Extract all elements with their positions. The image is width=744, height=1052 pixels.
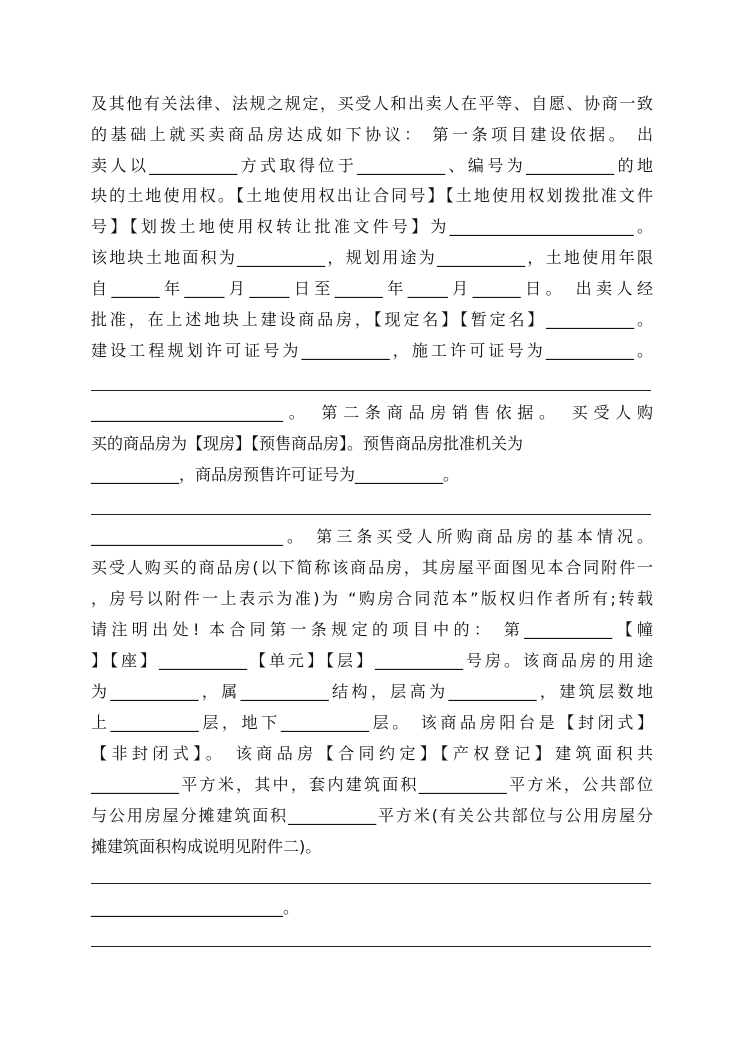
text-line: ___________，商品房预售许可证号为___________。 <box>91 465 460 484</box>
text-line: 请注明出处! 本合同第一条规定的项目中的： 第___________【幢 <box>91 620 653 639</box>
blank-fill-line <box>91 514 651 515</box>
text-line: 买受人购买的商品房(以下简称该商品房，其房屋平面图见本合同附件一 <box>91 558 653 577</box>
text-line: ，房号以附件一上表示为准)为 “购房合同范本”版权归作者所有;转载 <box>91 589 653 608</box>
blank-fill-line <box>91 946 651 947</box>
text-line: 上___________层，地下___________层。 该商品房阳台是【封闭式】 <box>91 713 653 732</box>
text-line: 买的商品房为【现房】【预售商品房】。预售商品房批准机关为 <box>91 434 524 453</box>
text-line: ________________________。 <box>91 898 300 917</box>
blank-fill-line <box>91 883 651 884</box>
text-line: 为___________，属___________结构，层高为___________，建筑层数地 <box>91 682 653 701</box>
text-line: 及其他有关法律、法规之规定，买受人和出卖人在平等、自愿、协商一致 <box>91 94 653 113</box>
text-line: 批准，在上述地块上建设商品房，【现定名】【暂定名】___________。 <box>91 310 653 329</box>
text-line: ________________________。 第三条买受人所购商品房的基本情况。 <box>91 527 653 546</box>
text-line: 自______年_____月_____日至______年_____月______日。 出卖人经 <box>91 279 653 298</box>
text-line: 号】【划拨土地使用权转让批准文件号】为_______________________。 <box>91 217 653 236</box>
text-line: 的基础上就买卖商品房达成如下协议： 第一条项目建设依据。 出 <box>91 125 653 144</box>
blank-fill-line <box>91 390 651 391</box>
text-line: ___________平方米，其中，套内建筑面积___________平方米，公共部位 <box>91 775 653 794</box>
text-line: 】【座】___________【单元】【层】___________号房。该商品房的用途 <box>91 651 653 670</box>
text-line: 摊建筑面积构成说明见附件二)。 <box>91 837 322 856</box>
text-line: 卖人以___________方式取得位于___________、编号为___________的地 <box>91 156 653 175</box>
text-line: 与公用房屋分摊建筑面积___________平方米(有关公共部位与公用房屋分 <box>91 806 653 825</box>
text-line: 【非封闭式】。 该商品房【合同约定】【产权登记】建筑面积共 <box>91 744 653 763</box>
text-line: 该地块土地面积为___________，规划用途为___________，土地使用年限 <box>91 248 653 267</box>
text-line: ________________________。 第二条商品房销售依据。 买受人购 <box>91 403 653 422</box>
text-line: 块的土地使用权。【土地使用权出让合同号】【土地使用权划拨批准文件 <box>91 186 653 205</box>
text-line: 建设工程规划许可证号为___________，施工许可证号为___________。 <box>91 341 653 360</box>
